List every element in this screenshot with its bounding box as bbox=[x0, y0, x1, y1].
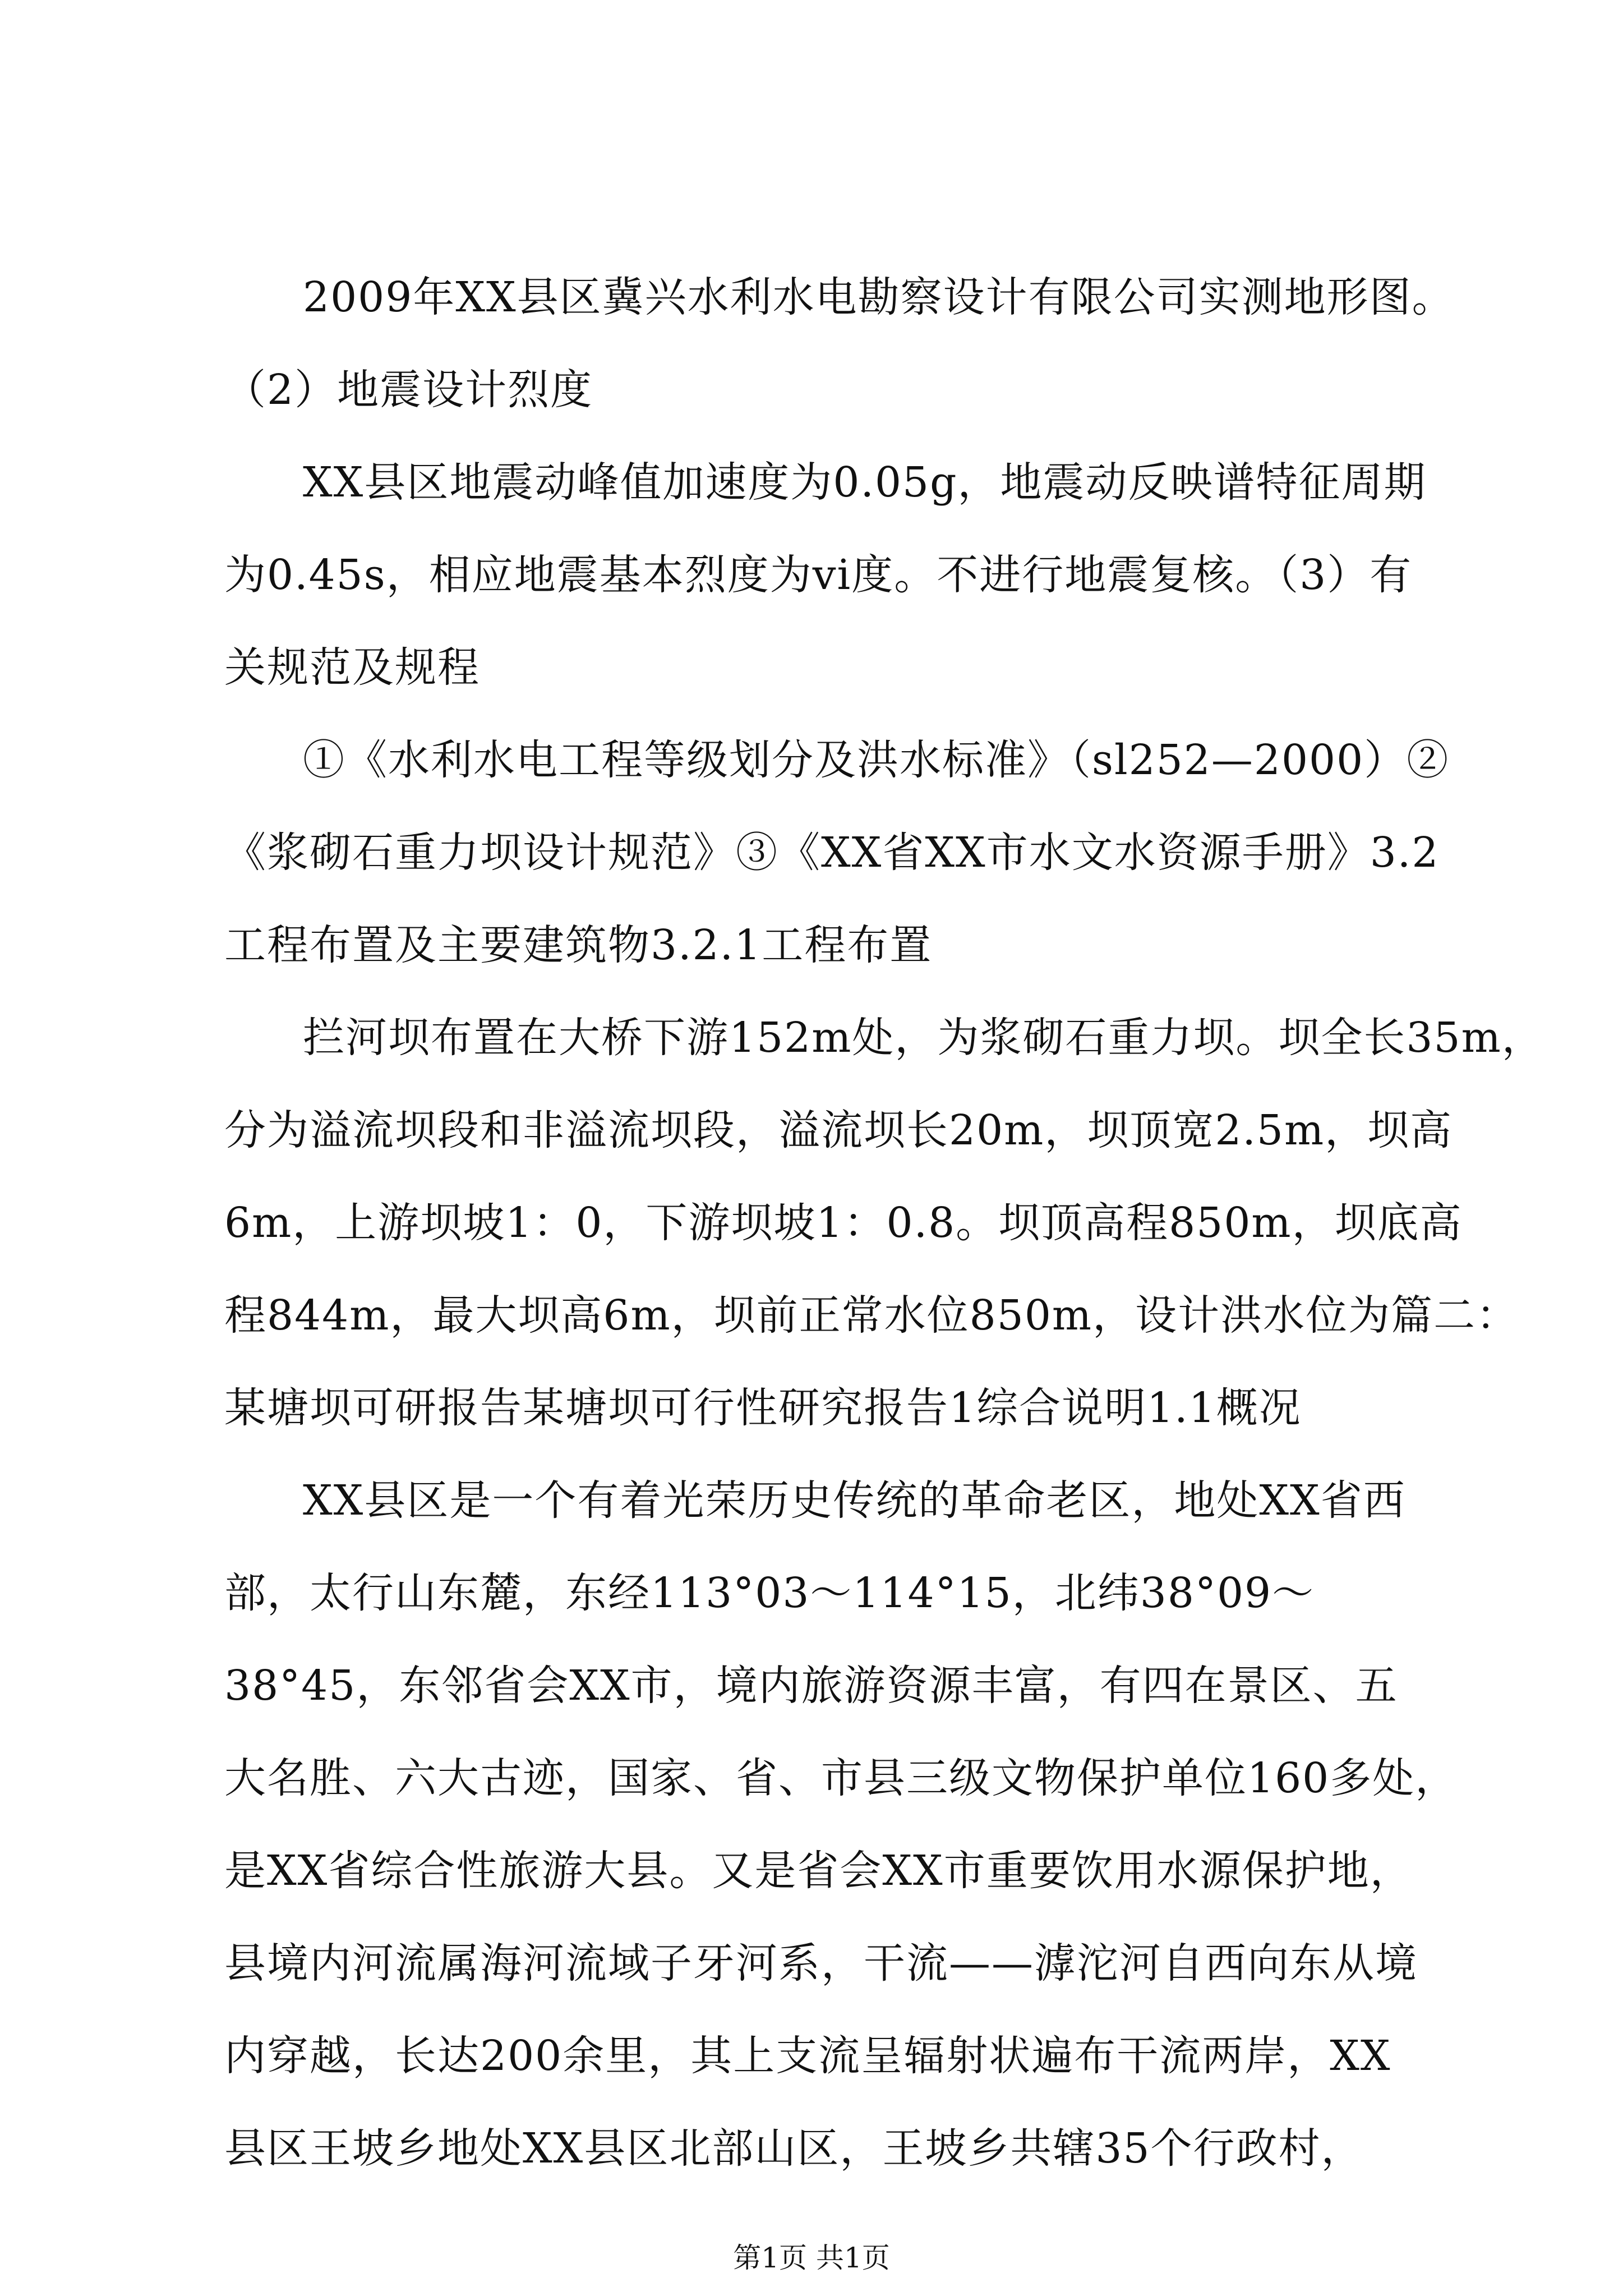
text-line-20: 内穿越，长达200余里，其上支流呈辐射状遍布干流两岸，XX bbox=[224, 2032, 1391, 2080]
text-line-4: 为0.45s，相应地震基本烈度为vi度。不进行地震复核。（3）有 bbox=[224, 551, 1413, 599]
text-line-9: 拦河坝布置在大桥下游152m处，为浆砌石重力坝。坝全长35m， bbox=[303, 1014, 1544, 1062]
text-line-3: XX县区地震动峰值加速度为0.05g，地震动反映谱特征周期 bbox=[303, 458, 1427, 507]
text-line-21: 县区王坡乡地处XX县区北部山区，王坡乡共辖35个行政村， bbox=[224, 2124, 1364, 2173]
text-line-18: 是XX省综合性旅游大县。又是省会XX市重要饮用水源保护地， bbox=[224, 1847, 1413, 1895]
text-line-14: XX县区是一个有着光荣历史传统的革命老区，地处XX省西 bbox=[303, 1476, 1406, 1525]
text-line-2: （2）地震设计烈度 bbox=[224, 366, 593, 414]
text-line-13: 某塘坝可研报告某塘坝可行性研究报告1综合说明1.1概况 bbox=[224, 1384, 1302, 1432]
text-line-17: 大名胜、六大古迹，国家、省、市县三级文物保护单位160多处， bbox=[224, 1754, 1458, 1802]
text-line-8: 工程布置及主要建筑物3.2.1工程布置 bbox=[224, 921, 933, 969]
text-line-19: 县境内河流属海河流域子牙河系，干流——滹沱河自西向东从境 bbox=[224, 1939, 1418, 1987]
text-line-7: 《浆砌石重力坝设计规范》③《XX省XX市水文水资源手册》3.2 bbox=[224, 829, 1440, 877]
text-line-16: 38°45，东邻省会XX市，境内旅游资源丰富，有四在景区、五 bbox=[224, 1662, 1398, 1710]
text-line-11: 6m，上游坝坡1：0，下游坝坡1：0.8。坝顶高程850m，坝底高 bbox=[224, 1199, 1463, 1247]
text-line-15: 部，太行山东麓，东经113°03～114°15，北纬38°09～ bbox=[224, 1569, 1315, 1617]
text-line-12: 程844m，最大坝高6m，坝前正常水位850m，设计洪水位为篇二： bbox=[224, 1291, 1519, 1340]
page-footer: 第1页 共1页 bbox=[733, 2242, 890, 2274]
text-line-1: 2009年XX县区冀兴水利水电勘察设计有限公司实测地形图。 bbox=[303, 273, 1455, 321]
text-line-5: 关规范及规程 bbox=[224, 643, 480, 692]
text-line-10: 分为溢流坝段和非溢流坝段，溢流坝长20m，坝顶宽2.5m，坝高 bbox=[224, 1106, 1453, 1154]
text-line-6: ①《水利水电工程等级划分及洪水标准》（sl252—2000）② bbox=[303, 736, 1450, 784]
